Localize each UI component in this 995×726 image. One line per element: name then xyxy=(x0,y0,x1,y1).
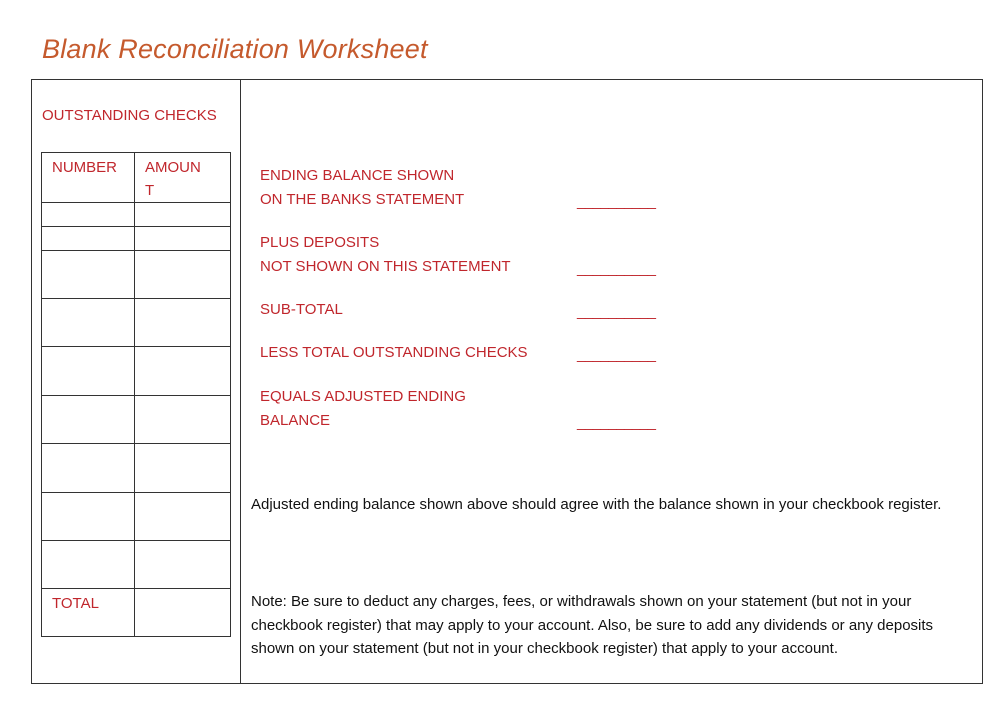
number-cell[interactable] xyxy=(42,227,135,251)
amount-cell[interactable] xyxy=(135,251,231,299)
column-divider xyxy=(240,79,241,684)
plus-deposits-label-2: NOT SHOWN ON THIS STATEMENT xyxy=(260,258,511,275)
table-row xyxy=(42,444,231,493)
total-label: TOTAL xyxy=(52,595,99,612)
equals-adjusted-blank[interactable]: __________ xyxy=(577,414,656,431)
table-row xyxy=(42,493,231,541)
number-header-cell xyxy=(42,153,135,203)
number-cell[interactable] xyxy=(42,203,135,227)
amount-cell[interactable] xyxy=(135,396,231,444)
less-outstanding-blank[interactable]: __________ xyxy=(577,346,656,363)
number-cell[interactable] xyxy=(42,251,135,299)
number-cell[interactable] xyxy=(42,541,135,589)
equals-adjusted-label-1: EQUALS ADJUSTED ENDING xyxy=(260,388,466,405)
table-row xyxy=(42,347,231,396)
agree-note: Adjusted ending balance shown above should agree with the balance shown in your checkbook register. xyxy=(251,496,942,513)
deduction-note: Note: Be sure to deduct any charges, fees, or withdrawals shown on your statement (but not in your checkbook register) that may apply to your account. Also, be sure to add any dividends or any deposits shown on your statement (but not in your checkbook register) that apply to your account. xyxy=(251,593,934,657)
ending-balance-label-1: ENDING BALANCE SHOWN xyxy=(260,167,455,184)
amount-cell[interactable] xyxy=(135,541,231,589)
total-row xyxy=(42,589,231,637)
number-cell[interactable] xyxy=(42,396,135,444)
total-label-cell xyxy=(42,589,135,637)
subtotal-blank[interactable]: __________ xyxy=(577,303,656,320)
amount-header-cell xyxy=(135,153,231,203)
amount-header-line2: T xyxy=(145,182,155,199)
less-outstanding-label: LESS TOTAL OUTSTANDING CHECKS xyxy=(260,344,528,361)
table-row xyxy=(42,299,231,347)
ending-balance-label-2: ON THE BANKS STATEMENT xyxy=(260,191,465,208)
amount-cell[interactable] xyxy=(135,227,231,251)
amount-cell[interactable] xyxy=(135,347,231,396)
amount-cell[interactable] xyxy=(135,299,231,347)
table-row xyxy=(42,203,231,227)
amount-cell[interactable] xyxy=(135,203,231,227)
amount-header xyxy=(135,153,230,202)
number-cell[interactable] xyxy=(42,493,135,541)
worksheet-title: Blank Reconciliation Worksheet xyxy=(42,34,428,64)
table-row xyxy=(42,396,231,444)
amount-cell[interactable] xyxy=(135,444,231,493)
plus-deposits-label-1: PLUS DEPOSITS xyxy=(260,234,380,251)
number-cell[interactable] xyxy=(42,347,135,396)
number-header: NUMBER xyxy=(52,159,118,176)
table-row xyxy=(42,227,231,251)
number-cell[interactable] xyxy=(42,444,135,493)
amount-header-line1: AMOUN xyxy=(145,159,201,176)
outstanding-checks-table xyxy=(41,152,231,637)
amount-cell[interactable] xyxy=(135,493,231,541)
table-row xyxy=(42,541,231,589)
ending-balance-blank[interactable]: __________ xyxy=(577,193,656,210)
plus-deposits-blank[interactable]: __________ xyxy=(577,260,656,277)
number-cell[interactable] xyxy=(42,299,135,347)
table-header-row xyxy=(42,153,231,203)
total-amount-cell[interactable] xyxy=(135,589,231,637)
outstanding-checks-heading: OUTSTANDING CHECKS xyxy=(42,107,217,124)
table-row xyxy=(42,251,231,299)
subtotal-label: SUB-TOTAL xyxy=(260,301,343,318)
equals-adjusted-label-2: BALANCE xyxy=(260,412,331,429)
